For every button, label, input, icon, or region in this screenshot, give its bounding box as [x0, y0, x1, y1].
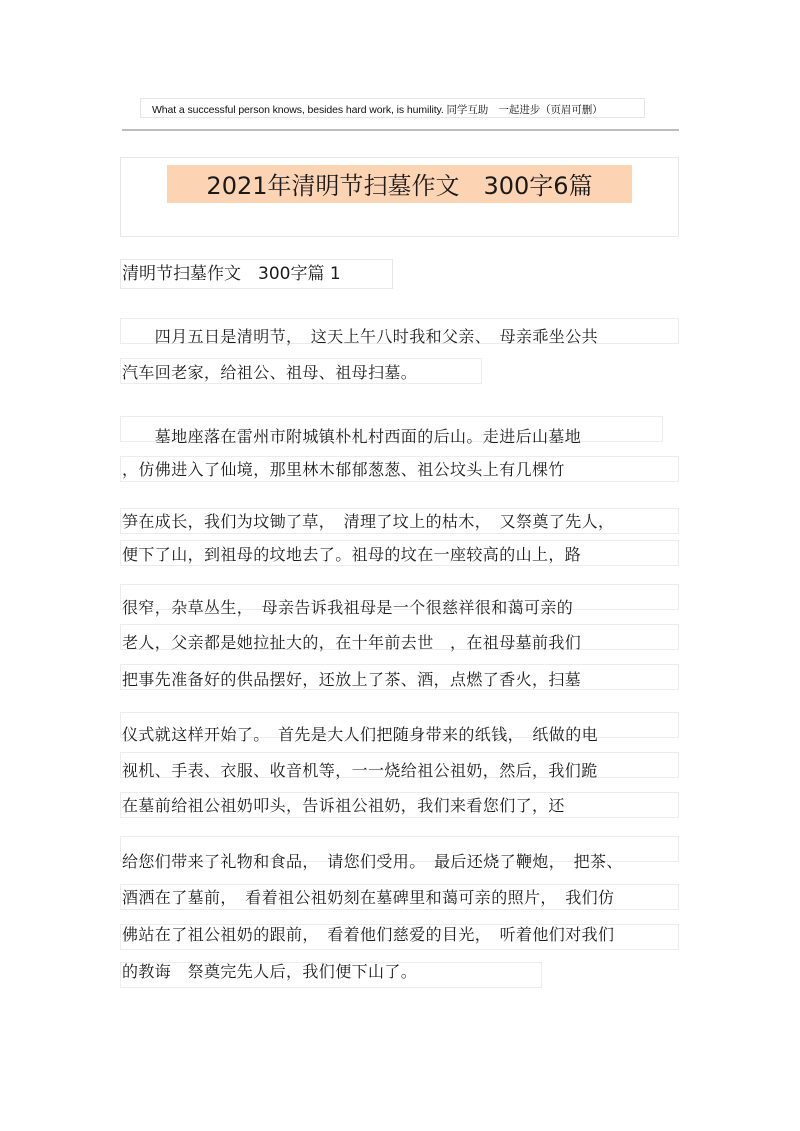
- body-line: 墓地座落在雷州市附城镇朴札村西面的后山。走进后山墓地: [122, 427, 582, 446]
- header-divider: [122, 129, 679, 131]
- body-line: 把事先准备好的供品摆好，还放上了茶、酒，点燃了香火，扫墓: [122, 670, 582, 689]
- body-line: 给您们带来了礼物和食品， 请您们受用。 最后还烧了鞭炮， 把茶、: [122, 852, 623, 871]
- body-line: ，仿佛进入了仙境，那里林木郁郁葱葱、祖公坟头上有几棵竹: [122, 460, 565, 479]
- document-title: 2021年清明节扫墓作文 300字6篇: [206, 172, 593, 200]
- body-line: 佛站在了祖公祖奶的跟前， 看着他们慈爱的目光， 听着他们对我们: [122, 925, 615, 944]
- body-line: 很窄，杂草丛生， 母亲告诉我祖母是一个很慈祥很和蔼可亲的: [122, 598, 574, 617]
- body-line: 仪式就这样开始了。 首先是大人们把随身带来的纸钱， 纸做的电: [122, 725, 599, 744]
- page-header: What a successful person knows, besides hard work, is humility. 同学互助 一起进步（页眉可删）: [152, 104, 603, 116]
- body-line: 的教诲 祭奠完先人后，我们便下山了。: [122, 962, 418, 981]
- body-line: 四月五日是清明节， 这天上午八时我和父亲、 母亲乖坐公共: [122, 327, 599, 346]
- body-line: 酒洒在了墓前， 看着祖公祖奶刻在墓碑里和蔼可亲的照片， 我们仿: [122, 888, 615, 907]
- section-heading: 清明节扫墓作文 300字篇 1: [122, 264, 341, 284]
- body-line: 老人，父亲都是她拉扯大的，在十年前去世 ，在祖母墓前我们: [122, 633, 582, 652]
- body-line: 笋在成长，我们为坟锄了草， 清理了坟上的枯木， 又祭奠了先人，: [122, 512, 615, 531]
- body-line: 在墓前给祖公祖奶叩头，告诉祖公祖奶，我们来看您们了，还: [122, 796, 565, 815]
- body-line: 视机、手表、衣服、收音机等，一一烧给祖公祖奶，然后，我们跪: [122, 761, 598, 780]
- body-line: 汽车回老家，给祖公、祖母、祖母扫墓。: [122, 363, 418, 382]
- body-line: 便下了山，到祖母的坟地去了。祖母的坟在一座较高的山上，路: [122, 545, 582, 564]
